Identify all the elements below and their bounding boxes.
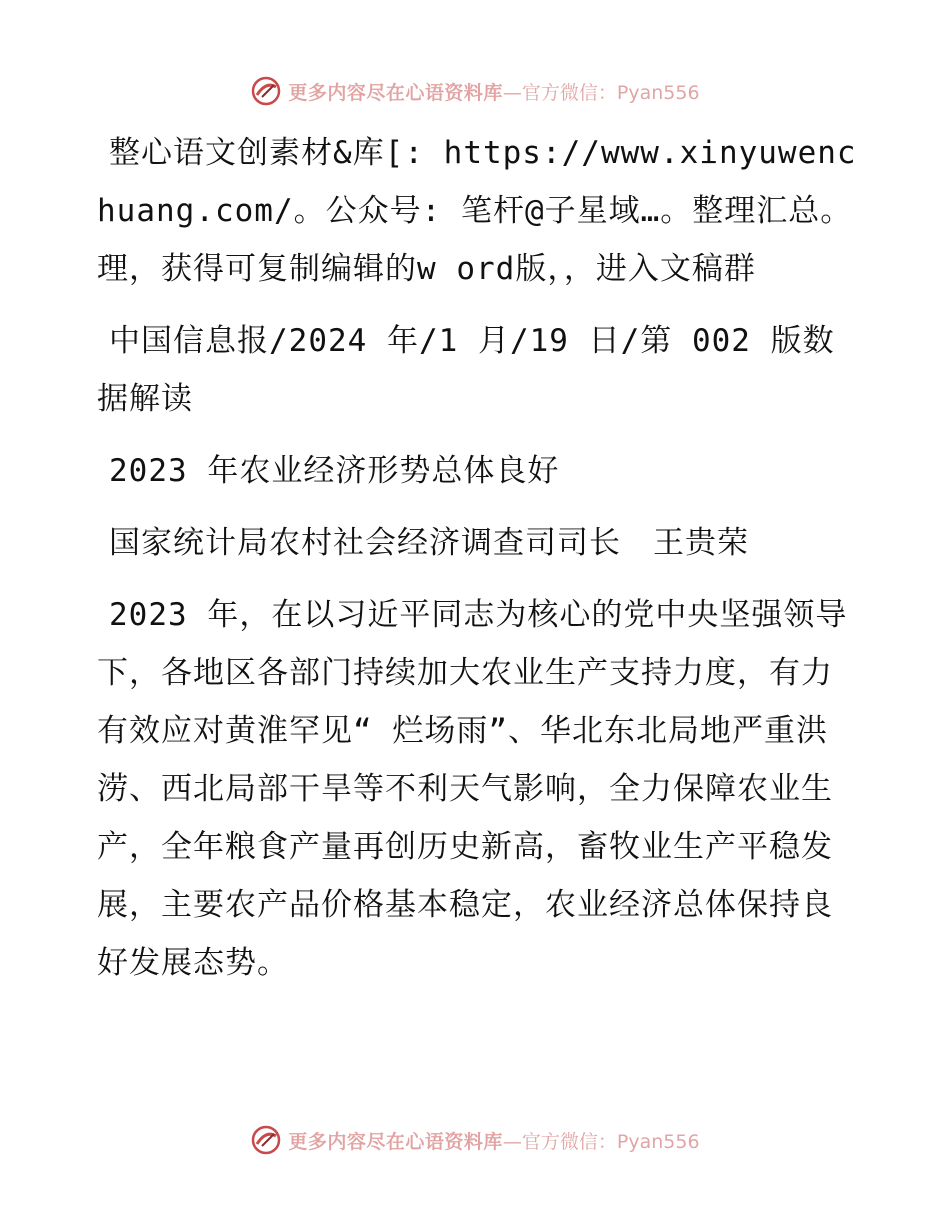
article-author: 国家统计局农村社会经济调查司司长 王贵荣 [109,525,749,561]
header-promo-text: 更多内容尽在心语资料库 [288,81,503,104]
publication-info: 中国信息报/2024 年/1 月/19 日/第 002 版数据解读 [97,323,835,417]
source-note-paragraph: 整心语文创素材&库[: https://www.xinyuwenchuang.com/。公众号: 笔杆@子星域…。整理汇总。理，获得可复制编辑的w ord版，，进入文稿群 [97,135,857,287]
article-title: 2023 年农业经济形势总体良好 [109,453,560,489]
article-body-paragraph: 2023 年，在以习近平同志为核心的党中央坚强领导下，各地区各部门持续加大农业生产支持力度，有力有效应对黄淮罕见“ 烂场雨”、华北东北局地严重洪涝、西北局部干旱等不利天气影响，全力保障农业生产，全年粮食产量再创历史新高，畜牧业生产平稳发展，主要农产品价格基本稳定，农业经济总体保持良好发展态势。 [97,597,848,981]
document-body [97,124,857,992]
header-banner [0,71,950,111]
header-contact-text: —官方微信：Pyan556 [502,81,700,104]
footer-contact-text: —官方微信：Pyan556 [502,1130,700,1153]
brand-logo-icon [250,75,282,107]
brand-logo-icon [250,1124,282,1156]
footer-banner [0,1120,950,1160]
footer-promo-text: 更多内容尽在心语资料库 [288,1130,503,1153]
